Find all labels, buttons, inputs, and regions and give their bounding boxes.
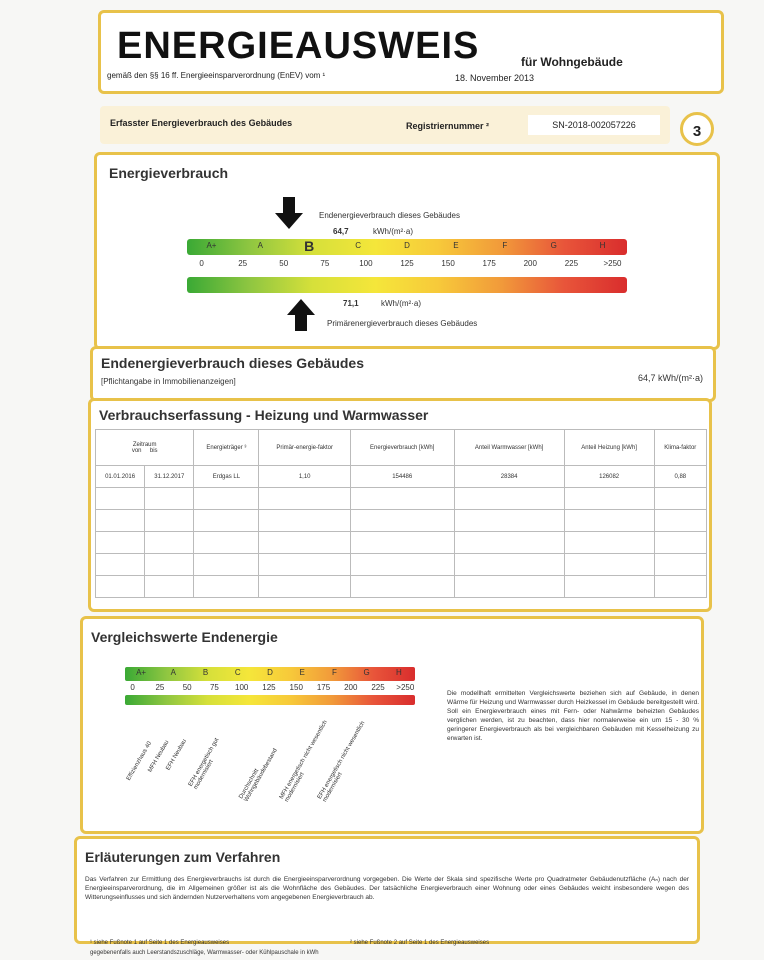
tick: 225 — [564, 259, 579, 268]
table-cell: Erdgas LL — [194, 466, 259, 488]
class-h: H — [599, 241, 606, 250]
endenergie-value: 64,7 kWh/(m²·a) — [637, 373, 703, 383]
tick: >250 — [603, 259, 622, 268]
table-cell: 0,88 — [654, 466, 706, 488]
end-energy-unit: kWh/(m²·a) — [373, 227, 413, 236]
tick: 0 — [130, 683, 135, 692]
primary-energy-unit: kWh/(m²·a) — [381, 299, 421, 308]
table-header: Anteil Warmwasser [kWh] — [454, 430, 564, 466]
class-d: D — [267, 668, 273, 677]
table-header: Anteil Heizung [kWh] — [564, 430, 654, 466]
tick: 25 — [155, 683, 165, 692]
vergleich-label: EFH Neubau — [165, 738, 188, 772]
erlaeuterung-text: Das Verfahren zur Ermittlung des Energieverbrauchs ist durch die Energieeinsparverordnung vorgegeben. Die Werte der Skala sind spezifische Werte pro Quadratmeter Gebäudenutzfläche (Aₙ) nach der Energieeinsparverordnung, die im Allgemeinen größer ist als die Wohnfläche des Gebäudes. Der tatsächliche Energieverbrauch einer Wohnung oder eines Gebäudes weicht insbesondere wegen des Witterungseinflusses und sich ändernden Nutzerverhaltens vom angegebenen Energieverbrauch ab. — [85, 876, 689, 901]
tick: 125 — [262, 683, 276, 692]
class-g: G — [550, 241, 557, 250]
tick: 125 — [400, 259, 414, 268]
class-d: D — [404, 241, 410, 250]
tick: 225 — [371, 683, 385, 692]
vergleichswerte-box — [80, 616, 704, 834]
vergleich-title: Vergleichswerte Endenergie — [91, 629, 278, 645]
vergleich-label: MFH energetisch nicht wesentlich modernisiert — [278, 719, 329, 804]
energy-title: Energieverbrauch — [109, 165, 229, 181]
tick: 100 — [235, 683, 249, 692]
table-cell: 31.12.2017 — [145, 466, 194, 488]
vergleich-label: EFH energetisch nicht wesentlich modernisiert — [316, 720, 367, 804]
table-row — [96, 554, 707, 576]
class-f: F — [502, 241, 508, 250]
legal-reference: gemäß den §§ 16 ff. Energieeinsparverordnung (EnEV) vom ¹ — [107, 71, 326, 80]
class-h: H — [395, 668, 402, 677]
endenergie-title: Endenergieverbrauch dieses Gebäudes — [101, 355, 364, 371]
class-labels — [187, 238, 627, 254]
class-a: A — [170, 668, 176, 677]
registration-row — [100, 106, 670, 144]
page-number: 3 — [680, 112, 714, 146]
class-c: C — [234, 668, 241, 677]
verbrauchserfassung-box — [88, 398, 712, 612]
energy-consumption-box — [94, 152, 720, 350]
tick: 175 — [482, 259, 496, 268]
erlaeuterung-title: Erläuterungen zum Verfahren — [85, 849, 281, 865]
class-g: G — [363, 668, 370, 677]
tick: 200 — [523, 259, 537, 268]
table-cell: 01.01.2016 — [96, 466, 145, 488]
table-row — [96, 488, 707, 510]
scale-ticks — [181, 259, 633, 268]
class-e: E — [453, 241, 459, 250]
footnote-2: ² siehe Fußnote 2 auf Seite 1 des Energieausweises — [350, 940, 490, 946]
tick: 75 — [209, 683, 219, 692]
registration-number: SN-2018-002057226 — [528, 115, 660, 135]
tick: 25 — [238, 259, 248, 268]
tick: 150 — [441, 259, 455, 268]
tick: 100 — [359, 259, 373, 268]
verbrauch-title: Verbrauchserfassung - Heizung und Warmwasser — [99, 407, 429, 423]
table-header: Energieverbrauch [kWh] — [350, 430, 454, 466]
verbrauch-table — [95, 429, 707, 598]
class-a-plus: A+ — [136, 668, 147, 677]
table-cell: 154486 — [350, 466, 454, 488]
table-header: Energieträger ³ — [194, 430, 259, 466]
registration-label: Registriernummer ² — [406, 121, 490, 131]
vergleich-ticks — [119, 683, 419, 692]
tick: 150 — [289, 683, 303, 692]
section-label: Erfasster Energieverbrauch des Gebäudes — [110, 118, 293, 128]
table-cell: 28384 — [454, 466, 564, 488]
class-b: B — [202, 668, 209, 677]
tick: >250 — [396, 683, 415, 692]
vergleich-scale-bar-lower — [125, 695, 415, 705]
class-b: B — [304, 238, 315, 254]
class-e: E — [299, 668, 305, 677]
up-arrow-icon — [295, 313, 307, 331]
end-energy-label: Endenergieverbrauch dieses Gebäudes — [319, 211, 460, 220]
tick: 50 — [182, 683, 192, 692]
end-energy-value: 64,7 — [333, 227, 349, 236]
tick: 175 — [316, 683, 331, 692]
table-header: Zeitraum von bis — [96, 430, 194, 466]
energy-scale-bar-lower — [187, 277, 627, 293]
document-title: ENERGIEAUSWEIS — [117, 25, 480, 67]
endenergie-note: [Pflichtangabe in Immobilienanzeigen] — [101, 377, 236, 386]
down-arrow-head-icon — [275, 213, 303, 229]
vergleich-label: Effizienzhaus 40 — [125, 740, 154, 782]
table-header: Primär-energie-faktor — [259, 430, 350, 466]
table-cell: 126082 — [564, 466, 654, 488]
table-row — [96, 532, 707, 554]
tick: 200 — [344, 683, 358, 692]
document-subtitle: für Wohngebäude — [521, 55, 623, 69]
table-row — [96, 466, 707, 488]
table-cell: 1,10 — [259, 466, 350, 488]
table-row — [96, 510, 707, 532]
primary-energy-value: 71,1 — [343, 299, 359, 308]
enev-date: 18. November 2013 — [455, 73, 535, 83]
vergleich-label: EFH energetisch gut modernisiert — [187, 737, 221, 791]
footnote-3: gegebenenfalls auch Leerstandszuschläge, Warmwasser- oder Kühlpauschale in kWh — [90, 950, 319, 956]
vergleich-label: MFH Neubau — [147, 739, 171, 774]
tick: 50 — [279, 259, 289, 268]
primary-energy-label: Primärenergieverbrauch dieses Gebäudes — [327, 319, 478, 328]
tick: 75 — [320, 259, 330, 268]
table-header: Klima-faktor — [654, 430, 706, 466]
vergleich-text: Die modellhaft ermittelten Vergleichswerte beziehen sich auf Gebäude, in denen Wärme für Heizung und Warmwasser durch Heizkessel im Gebäude bereitgestellt wird. Soll ein Energieverbrauch eines mit Fern- oder Nahwärme beheizten Gebäudes verglichen werden, ist zu beachten, dass hier normalerweise ein um 15 - 30 % geringerer Energieverbrauch als bei vergleichbaren Gebäuden mit Kesselheizung zu erwarten ist. — [447, 690, 699, 742]
tick: 0 — [199, 259, 204, 268]
footnote-1: ¹ siehe Fußnote 1 auf Seite 1 des Energieausweises — [90, 940, 230, 946]
table-row — [96, 576, 707, 598]
erlaeuterungen-box — [74, 836, 700, 944]
vergleich-class-labels — [125, 668, 415, 677]
header-box — [98, 10, 724, 94]
vergleich-label: Durchschnitt Wohngebäudebestand — [238, 747, 279, 803]
class-f: F — [331, 668, 337, 677]
class-a: A — [257, 241, 263, 250]
class-c: C — [355, 241, 361, 250]
class-a-plus: A+ — [206, 241, 217, 250]
endenergie-box — [90, 346, 716, 402]
